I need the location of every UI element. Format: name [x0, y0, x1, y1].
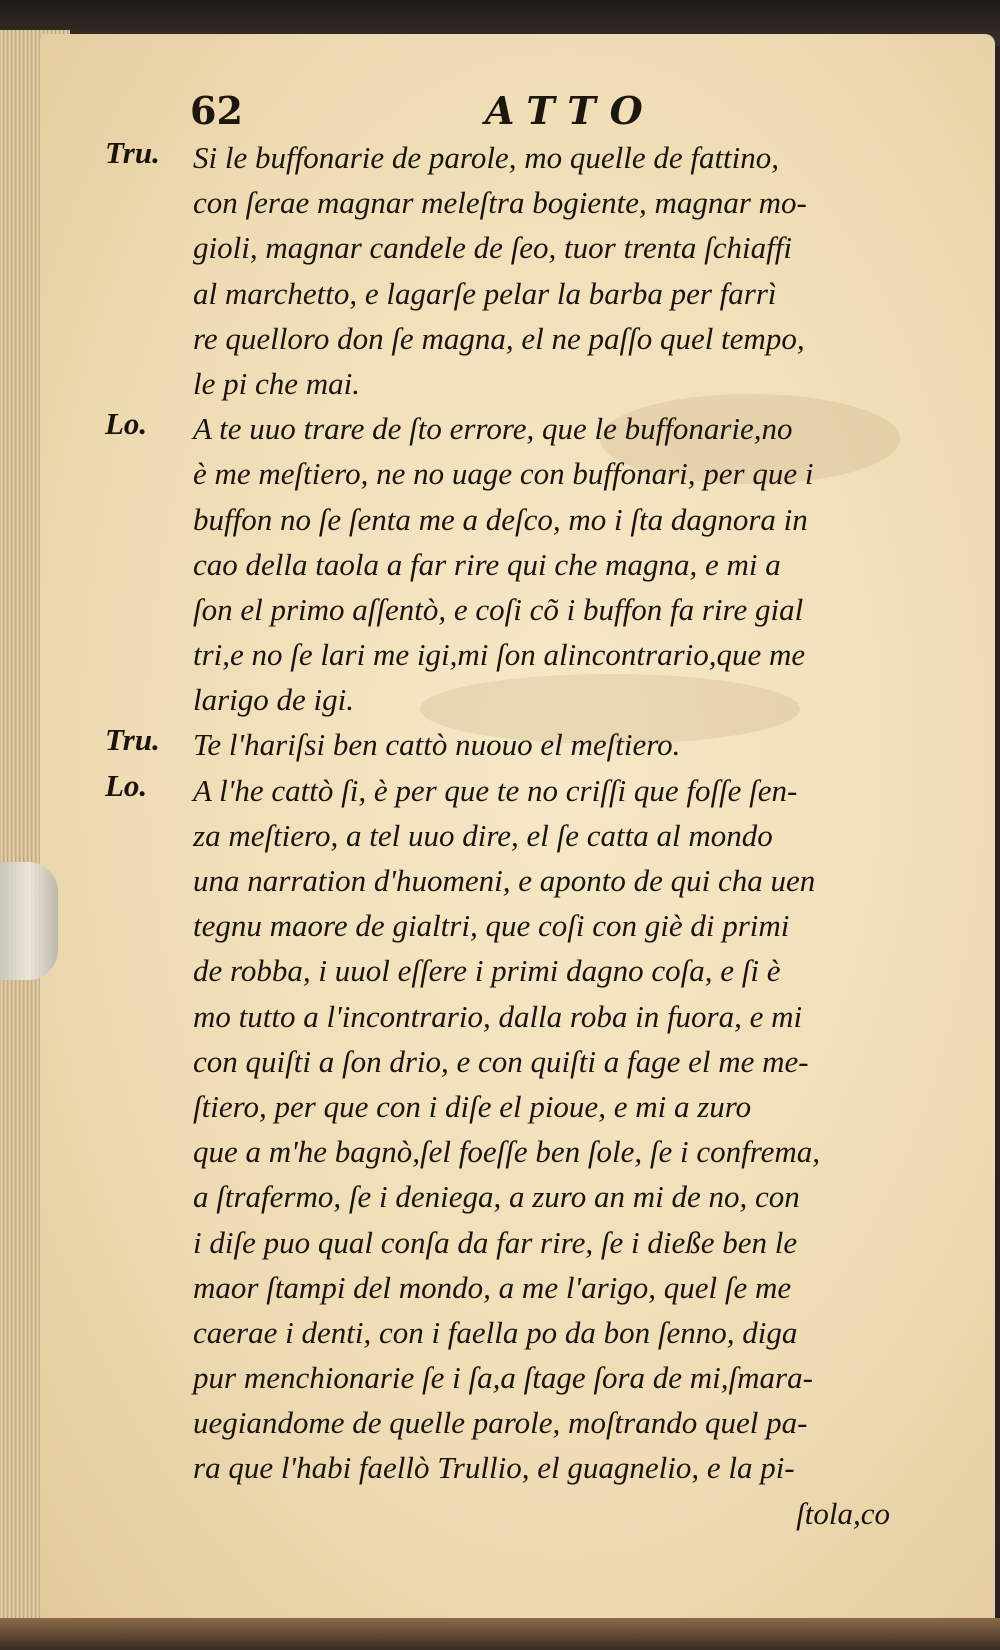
text-line: a ſtrafermo, ſe i deniega, a zuro an mi de no, con: [193, 1179, 800, 1215]
speech-block: [105, 722, 950, 767]
text-line: maor ſtampi del mondo, a me l'arigo, quel ſe me: [193, 1269, 792, 1305]
text-line: mo tutto a l'incontrario, dalla roba in fuora, e mi: [193, 998, 803, 1034]
text-line: de robba, i uuol eſſere i primi dagno coſa, e ſi è: [193, 953, 781, 989]
text-line: buffon no ſe ſenta me a deſco, mo i ſta dagnora in: [193, 501, 808, 537]
speech-block: [105, 135, 950, 406]
text-line: tri,e no ſe lari me igi,mi ſon alincontrario,que me: [193, 637, 806, 673]
text-line: re quelloro don ſe magna, el ne paſſo quel tempo,: [193, 320, 805, 356]
text-line: gioli, magnar candele de ſeo, tuor trenta ſchiaffi: [193, 230, 792, 266]
text-line: è me meſtiero, ne no uage con buffonari, per que i: [193, 456, 814, 492]
text-line: cao della taola a far rire qui che magna, e mi a: [193, 546, 781, 582]
text-line: A l'he cattò ſi, è per que te no criſſi que foſſe ſen-: [193, 772, 798, 808]
speaker-label: Lo.: [105, 406, 148, 442]
text-line: za meſtiero, a tel uuo dire, el ſe catta al mondo: [193, 817, 773, 853]
dialogue-text: [105, 135, 950, 1536]
speaker-label: Tru.: [105, 135, 160, 170]
speech-block: [105, 768, 950, 1491]
text-line: le pi che mai.: [193, 365, 361, 401]
text-line: caerae i denti, con i faella po da bon ſenno, diga: [193, 1314, 798, 1350]
page-bottom-edge: [0, 1618, 1000, 1650]
text-line: con ſerae magnar meleſtra bogiente, magnar mo-: [193, 185, 807, 221]
text-line: al marchetto, e lagarſe pelar la barba per farrì: [193, 275, 777, 311]
text-line: una narration d'huomeni, e aponto de qui cha uen: [193, 863, 816, 898]
text-line: larigo de igi.: [193, 682, 355, 718]
text-line: ſtiero, per que con i diſe el pioue, e mi a zuro: [193, 1088, 752, 1124]
speech-block: [105, 406, 950, 722]
text-line: uegiandome de quelle parole, moſtrando quel pa-: [193, 1405, 808, 1441]
text-line: i diſe puo qual conſa da far rire, ſe i dieße ben le: [193, 1224, 798, 1260]
text-line: ſon el primo aſſentò, e coſi cõ i buffon fa rire gial: [193, 591, 804, 627]
page-number: 62: [190, 88, 243, 133]
catchword: ſtola,co: [796, 1495, 890, 1531]
book-clasp: [0, 862, 58, 980]
text-line: Si le buffonarie de parole, mo quelle de fattino,: [193, 140, 780, 175]
text-line: A te uuo trare de ſto errore, que le buffonarie,no: [193, 411, 793, 447]
text-line: pur menchionarie ſe i ſa,a ſtage ſora de mi,ſmara-: [193, 1360, 813, 1396]
text-line: con quiſti a ſon drio, e con quiſti a fage el me me-: [193, 1043, 809, 1079]
text-line: ra que l'habi faellò Trullio, el guagnelio, e la pi-: [193, 1450, 795, 1486]
text-line: que a m'he bagnò,ſel foeſſe ben ſole, ſe i confrema,: [193, 1134, 821, 1170]
text-line: Te l'hariſsi ben cattò nuouo el meſtiero.: [193, 727, 681, 763]
running-head: ATTO: [485, 88, 657, 133]
speaker-label: Lo.: [105, 767, 148, 803]
text-line: tegnu maore de gialtri, que coſi con giè di primi: [193, 908, 790, 944]
speaker-label: Tru.: [105, 722, 160, 758]
